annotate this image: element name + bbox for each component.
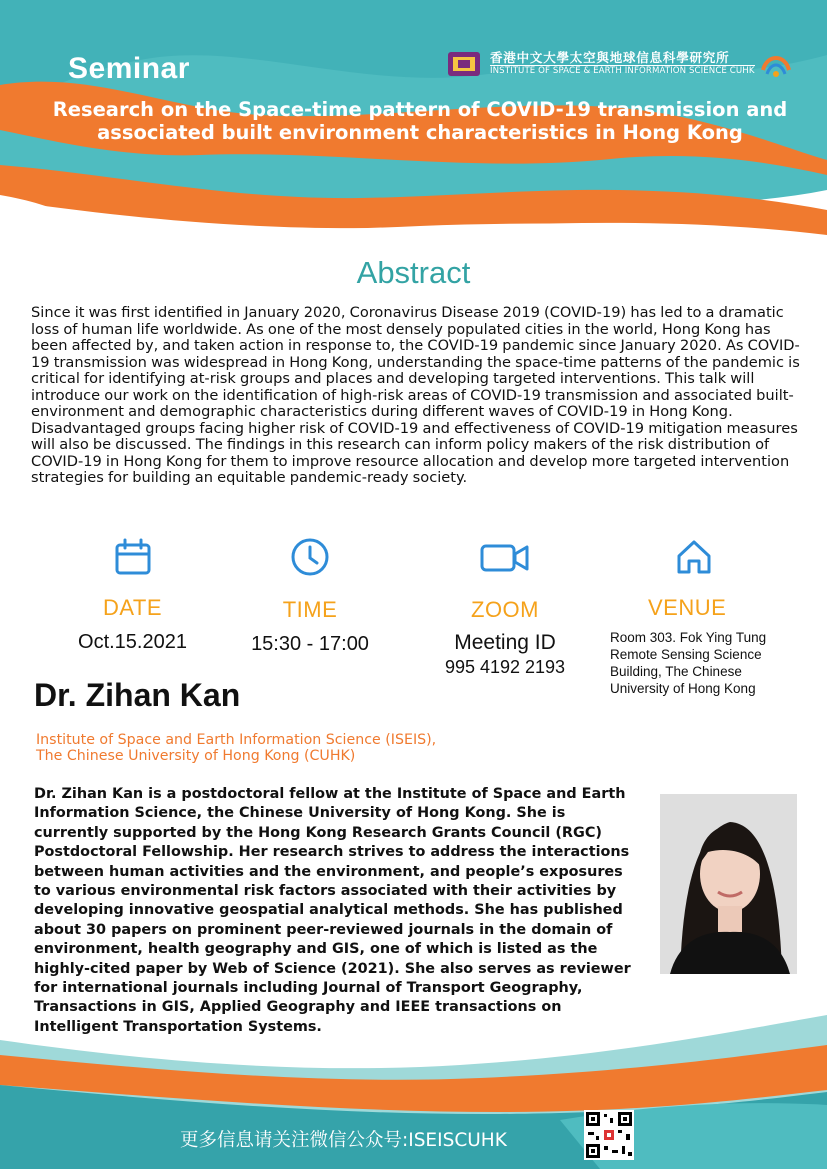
speaker-affiliation — [36, 732, 436, 764]
venue-line: Building, The Chinese — [610, 664, 742, 679]
speaker-photo — [660, 794, 797, 974]
cuhk-emblem-icon — [444, 48, 484, 80]
clock-icon — [290, 537, 330, 577]
zoom-block — [435, 537, 575, 678]
zoom-meeting-id-label: Meeting ID — [454, 631, 556, 654]
zoom-label: ZOOM — [471, 597, 539, 622]
venue-label: VENUE — [648, 595, 727, 620]
institute-logo — [444, 48, 791, 80]
venue-line: Room 303. Fok Ying Tung — [610, 630, 767, 645]
video-camera-icon — [479, 537, 531, 577]
wechat-qr-code — [584, 1110, 634, 1160]
time-label: TIME — [282, 597, 338, 622]
venue-line: Remote Sensing Science — [610, 647, 762, 662]
logo-english-name: INSTITUTE OF SPACE & EARTH INFORMATION SCIENCE CUHK — [490, 66, 755, 77]
zoom-meeting-id: 995 4192 2193 — [444, 657, 566, 677]
abstract-heading: Abstract — [356, 255, 471, 290]
seminar-title: Research on the Space-time pattern of COVID-19 transmission and associated built environment characteristics in Hong Kong — [52, 98, 788, 144]
venue-line: University of Hong Kong — [610, 681, 756, 696]
home-icon — [674, 537, 714, 577]
logo-chinese-name: 香港中文大學太空與地球信息科學研究所 — [490, 49, 730, 65]
time-value: 15:30 - 17:00 — [251, 633, 369, 655]
calendar-icon — [113, 537, 153, 577]
abstract-text: Since it was first identified in January 2020, Coronavirus Disease 2019 (COVID-19) has led to a dramatic loss of human life worldwide. As one of the most densely populated cities in the world, Hong Kong has been affected by, and taken action in response to, the COVID-19 pandemic since January 2020. As COVID-19 transmission was widespread in Hong Kong, understanding the space-time patterns of the pandemic is critical for identifying at-risk groups and places and developing targeted interventions. This talk will introduce our work on the identification of high-risk areas of COVID-19 transmission and associated built-environment and demographic characteristics during different waves of COVID-19 in Hong Kong. Disadvantaged groups facing higher risk of COVID-19 and effectiveness of COVID-19 mitigation measures will also be discussed. The findings in this research can inform policy makers of the risk distribution of COVID-19 in Hong Kong for them to improve resource allocation and develop more targeted intervention strategies for building an equitable pandemic-ready society. — [31, 304, 800, 486]
date-label: DATE — [102, 595, 163, 620]
wechat-follow-note: 更多信息请关注微信公众号:ISEISCUHK — [180, 1130, 507, 1151]
date-value: Oct.15.2021 — [78, 631, 187, 653]
speaker-name: Dr. Zihan Kan — [34, 677, 241, 713]
venue-block — [610, 537, 810, 697]
date-block — [70, 537, 195, 654]
iseis-emblem-icon — [761, 48, 791, 80]
seminar-label: Seminar — [68, 52, 190, 85]
affiliation-line: The Chinese University of Hong Kong (CUHK) — [36, 748, 356, 764]
time-block — [245, 537, 375, 656]
speaker-portrait-icon — [660, 794, 797, 974]
qr-code-icon — [584, 1110, 634, 1160]
venue-address — [610, 629, 810, 697]
speaker-bio: Dr. Zihan Kan is a postdoctoral fellow at the Institute of Space and Earth Information Science, the Chinese University of Hong Kong. She is currently supported by the Hong Kong Research Grants Council (RGC) Postdoctoral Fellowship. Her research strives to address the interactions between human activities and the environment, and people’s exposures to various environmental risk factors associated with their activities by developing innovative geospatial analytical methods. She has published about 30 papers on prominent peer-reviewed journals in the domain of environment, health geography and GIS, one of which is listed as the highly-cited paper by Web of Science (2021). She also serves as reviewer for international journals including Journal of Transport Geography, Transactions in GIS, Applied Geography and IEEE transactions on Intelligent Transportation Systems. — [34, 786, 631, 1035]
affiliation-line: Institute of Space and Earth Information Science (ISEIS), — [36, 732, 437, 748]
